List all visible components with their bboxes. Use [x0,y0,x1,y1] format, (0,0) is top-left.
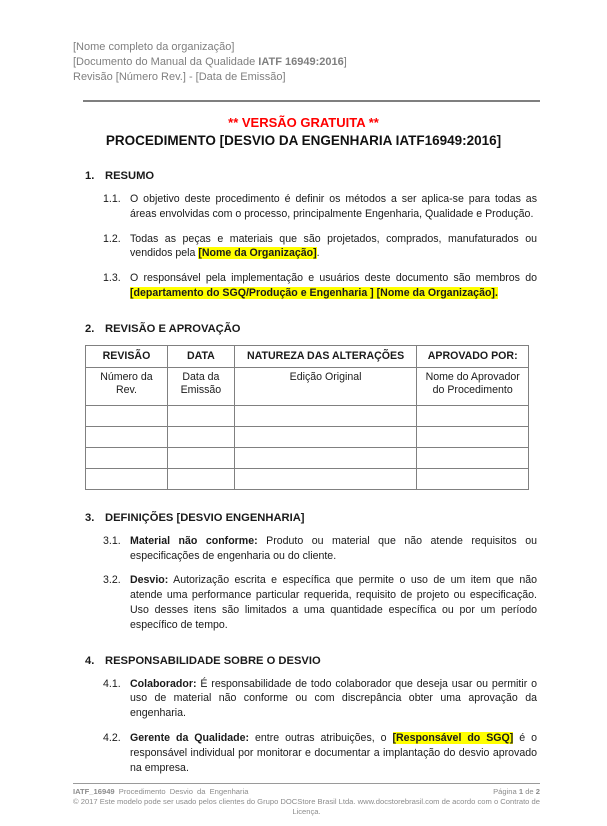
table-cell [417,405,529,426]
table-cell [86,426,168,447]
table-row [86,468,529,489]
org-name-placeholder: [Nome completo da organização] [73,41,235,53]
table-cell: Data da Emissão [167,367,234,405]
revision-table-body [86,367,529,489]
paragraph-3-1 [103,534,537,564]
item-number: 3.2. [103,574,121,587]
section-definicoes [85,512,537,633]
text-segment: Material não conforme: [130,534,258,547]
revision-table [85,345,529,490]
section-resumo [85,170,537,301]
text-segment: Página [493,787,519,796]
document-page [0,40,607,826]
section-title: RESPONSABILIDADE SOBRE O DESVIO [105,654,321,667]
footer-doc-id [73,787,248,797]
footer-page-number [493,787,540,797]
text-segment: O responsável pela implementação e usuários deste documento são membros do [130,272,537,285]
table-row [86,426,529,447]
section-heading [85,655,537,667]
table-header-cell: NATUREZA DAS ALTERAÇÕES [234,345,417,367]
item-number: 4.2. [103,731,121,744]
paragraph-4-1 [103,677,537,721]
table-cell [417,468,529,489]
text-segment: 1 [518,787,524,796]
table-cell [167,447,234,468]
table-cell [417,447,529,468]
section-title: RESUMO [105,170,155,182]
text-segment: . [316,247,320,260]
table-cell [86,468,168,489]
table-cell [234,405,417,426]
highlighted-placeholder: [Nome da Organização] [198,247,317,260]
section-number: 4. [85,654,95,667]
text-segment: é o responsável individual por monitorar e documentar a implantação do desvio aprovado na empresa. [130,731,538,774]
table-cell [167,405,234,426]
paragraph-1-2 [103,232,537,262]
table-row [86,367,529,405]
item-text [130,731,537,775]
text-segment: ] [343,56,347,68]
table-header-cell: APROVADO POR: [417,345,529,367]
section-title: REVISÃO E APROVAÇÃO [105,322,241,335]
table-cell: Nome do Aprovador do Procedimento [417,367,529,405]
paragraph-4-2 [103,731,537,775]
text-segment: Gerente da Qualidade: [130,731,250,744]
revision-line: Revisão [Número Rev.] - [Data de Emissão] [73,71,286,83]
section-responsabilidade [85,655,537,776]
table-row [86,447,529,468]
text-segment: Autorização escrita e específica que permite o uso de um item que não atende uma performance particular requerida, requisito de projeto ou especificação. Uso desses itens são limitados a uma quantidade específica ou por um período específico de tempo. [130,574,537,631]
item-text [130,677,537,721]
table-header-cell: REVISÃO [86,345,168,367]
text-segment: de [523,787,536,796]
document-title: PROCEDIMENTO [DESVIO DA ENGENHARIA IATF16949:2016] [105,133,502,148]
table-cell [417,426,529,447]
item-text [130,232,537,262]
text-segment: IATF 16949:2016 [258,56,344,68]
text-segment: entre outras atribuições, o [249,731,393,744]
table-header-cell: DATA [167,345,234,367]
table-row [86,405,529,426]
highlighted-placeholder: [departamento do SGQ/Produção e Engenharia ] [Nome da Organização]. [130,286,498,299]
paragraph-1-1 [103,192,537,222]
section-heading [85,170,537,182]
table-cell: Número da Rev. [86,367,168,405]
table-cell [234,426,417,447]
text-segment: 2 [535,787,540,796]
revision-table-head [86,345,529,367]
section-number: 2. [85,322,95,335]
section-title: DEFINIÇÕES [DESVIO ENGENHARIA] [105,511,305,524]
text-segment: O objetivo deste procedimento é definir os métodos a ser aplica-se para todas as áreas envolvidas com o processo, principalmente Engenharia, Qualidade e Produção. [130,193,537,220]
footer-license-text: © 2017 Este modelo pode ser usado pelos clientes do Grupo DOCStore Brasil Ltda. www.docstorebrasil.com de acordo com o Contrato de Licença. [73,797,540,816]
table-cell [234,468,417,489]
footer-top-row [73,787,540,797]
item-text [130,534,537,564]
free-version-banner: ** VERSÃO GRATUITA ** [228,115,379,130]
text-segment: Desvio: [130,574,169,587]
text-segment: Todas as peças e materiais que são projetados, comprados, manufaturados ou vendidos pela [130,232,537,260]
document-header [73,40,540,85]
item-number: 1.1. [103,193,121,205]
section-number: 1. [85,170,95,182]
table-cell [234,447,417,468]
table-cell [167,426,234,447]
table-cell: Edição Original [234,367,417,405]
document-body [85,170,537,775]
text-segment: IATF_16949 [73,787,115,796]
item-text [130,192,537,222]
text-segment: Colaborador: [130,677,197,690]
table-cell [86,447,168,468]
item-text [130,573,537,632]
item-number: 4.1. [103,677,121,690]
section-heading [85,323,537,335]
section-number: 3. [85,511,95,524]
text-segment: Procedimento Desvio da Engenharia [114,787,249,796]
highlighted-placeholder: [Responsável do SGQ] [392,731,514,744]
section-revisao-aprovacao [85,323,537,490]
item-number: 1.2. [103,232,121,245]
table-cell [167,468,234,489]
item-text [130,271,537,301]
text-segment: É responsabilidade de todo colaborador que deseja usar ou permitir o uso de material não conforme ou com discrepância obter uma aprovação da engenharia. [130,677,537,720]
paragraph-1-3 [103,271,537,301]
item-number: 3.1. [103,534,121,547]
section-heading [85,512,537,524]
table-cell [86,405,168,426]
document-footer [73,783,540,817]
item-number: 1.3. [103,272,121,285]
text-segment: [Documento do Manual da Qualidade [73,56,259,68]
paragraph-3-2 [103,573,537,632]
header-divider [83,100,540,102]
text-segment: Produto ou material que não atende requisitos ou especificações de engenharia ou do cliente. [130,534,537,562]
doc-reference-line [73,55,540,70]
